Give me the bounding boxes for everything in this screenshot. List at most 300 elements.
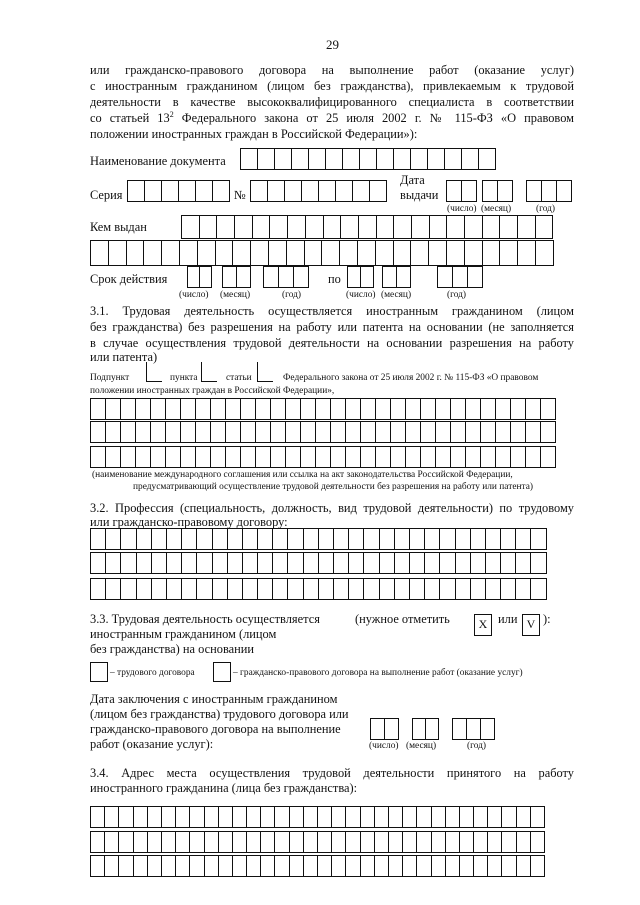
input-cell[interactable] <box>333 578 349 600</box>
input-cell[interactable] <box>195 180 213 202</box>
input-cell[interactable] <box>180 398 196 420</box>
input-cell[interactable] <box>439 528 455 550</box>
input-cell[interactable] <box>393 148 411 170</box>
article-field[interactable] <box>257 362 273 382</box>
input-cell[interactable] <box>260 855 275 877</box>
input-cell[interactable] <box>215 240 234 266</box>
input-cell[interactable] <box>227 528 243 550</box>
input-cell[interactable] <box>482 215 501 239</box>
input-cell[interactable] <box>240 398 256 420</box>
input-cell[interactable] <box>331 831 346 853</box>
input-cell[interactable] <box>333 528 349 550</box>
input-cell[interactable] <box>358 215 377 239</box>
input-cell[interactable] <box>424 578 440 600</box>
input-cell[interactable] <box>530 855 545 877</box>
input-cell[interactable] <box>335 180 353 202</box>
input-cell[interactable] <box>120 528 136 550</box>
input-cell[interactable] <box>345 446 361 468</box>
paragraph-field[interactable] <box>201 362 217 382</box>
input-cell[interactable] <box>396 266 411 288</box>
input-cell[interactable] <box>212 180 230 202</box>
issued-by-cells-2[interactable] <box>90 240 554 266</box>
contract-month-cells[interactable] <box>412 718 439 740</box>
input-cell[interactable] <box>485 552 501 574</box>
input-cell[interactable] <box>260 806 275 828</box>
input-cell[interactable] <box>180 421 196 443</box>
input-cell[interactable] <box>487 806 502 828</box>
input-cell[interactable] <box>274 855 289 877</box>
input-cell[interactable] <box>150 398 166 420</box>
input-cell[interactable] <box>151 578 167 600</box>
input-cell[interactable] <box>330 398 346 420</box>
input-cell[interactable] <box>274 806 289 828</box>
input-cell[interactable] <box>179 240 198 266</box>
input-cell[interactable] <box>120 398 136 420</box>
input-cell[interactable] <box>255 398 271 420</box>
input-cell[interactable] <box>345 421 361 443</box>
input-cell[interactable] <box>289 855 304 877</box>
contract-day-cells[interactable] <box>370 718 399 740</box>
input-cell[interactable] <box>516 855 531 877</box>
input-cell[interactable] <box>363 578 379 600</box>
input-cell[interactable] <box>197 240 216 266</box>
input-cell[interactable] <box>410 240 429 266</box>
input-cell[interactable] <box>300 446 316 468</box>
input-cell[interactable] <box>526 180 542 202</box>
validity-from-month-cells[interactable] <box>222 266 251 288</box>
input-cell[interactable] <box>166 578 182 600</box>
input-cell[interactable] <box>293 266 309 288</box>
input-cell[interactable] <box>303 552 319 574</box>
input-cell[interactable] <box>304 240 323 266</box>
input-cell[interactable] <box>446 180 462 202</box>
input-cell[interactable] <box>120 578 136 600</box>
input-cell[interactable] <box>246 855 261 877</box>
input-cell[interactable] <box>360 398 376 420</box>
input-cell[interactable] <box>428 240 447 266</box>
input-cell[interactable] <box>133 855 148 877</box>
issue-month-cells[interactable] <box>482 180 513 202</box>
input-cell[interactable] <box>133 806 148 828</box>
input-cell[interactable] <box>384 718 399 740</box>
input-cell[interactable] <box>376 215 395 239</box>
input-cell[interactable] <box>525 398 541 420</box>
input-cell[interactable] <box>260 831 275 853</box>
input-cell[interactable] <box>394 528 410 550</box>
input-cell[interactable] <box>480 718 495 740</box>
input-cell[interactable] <box>272 578 288 600</box>
input-cell[interactable] <box>135 421 151 443</box>
input-cell[interactable] <box>178 180 196 202</box>
input-cell[interactable] <box>369 180 387 202</box>
input-cell[interactable] <box>270 421 286 443</box>
input-cell[interactable] <box>402 806 417 828</box>
input-cell[interactable] <box>315 421 331 443</box>
input-cell[interactable] <box>90 831 105 853</box>
input-cell[interactable] <box>236 266 251 288</box>
input-cell[interactable] <box>420 398 436 420</box>
input-cell[interactable] <box>161 855 176 877</box>
input-cell[interactable] <box>252 215 271 239</box>
input-cell[interactable] <box>424 552 440 574</box>
input-cell[interactable] <box>161 180 179 202</box>
input-cell[interactable] <box>459 831 474 853</box>
input-cell[interactable] <box>370 718 385 740</box>
input-cell[interactable] <box>333 552 349 574</box>
input-cell[interactable] <box>303 855 318 877</box>
input-cell[interactable] <box>257 552 273 574</box>
input-cell[interactable] <box>257 148 275 170</box>
input-cell[interactable] <box>495 398 511 420</box>
input-cell[interactable] <box>274 831 289 853</box>
input-cell[interactable] <box>105 421 121 443</box>
input-cell[interactable] <box>379 578 395 600</box>
input-cell[interactable] <box>345 398 361 420</box>
input-cell[interactable] <box>270 446 286 468</box>
input-cell[interactable] <box>227 552 243 574</box>
input-cell[interactable] <box>105 528 121 550</box>
input-cell[interactable] <box>127 180 145 202</box>
input-cell[interactable] <box>347 266 361 288</box>
input-cell[interactable] <box>147 806 162 828</box>
input-cell[interactable] <box>348 552 364 574</box>
input-cell[interactable] <box>165 398 181 420</box>
input-cell[interactable] <box>515 528 531 550</box>
subparagraph-field[interactable] <box>146 362 162 382</box>
input-cell[interactable] <box>420 446 436 468</box>
input-cell[interactable] <box>175 831 190 853</box>
input-cell[interactable] <box>459 855 474 877</box>
input-cell[interactable] <box>204 831 219 853</box>
input-cell[interactable] <box>435 398 451 420</box>
input-cell[interactable] <box>257 528 273 550</box>
input-cell[interactable] <box>181 215 200 239</box>
input-cell[interactable] <box>345 855 360 877</box>
input-cell[interactable] <box>431 855 446 877</box>
input-cell[interactable] <box>412 718 426 740</box>
input-cell[interactable] <box>212 552 228 574</box>
input-cell[interactable] <box>431 831 446 853</box>
input-cell[interactable] <box>348 578 364 600</box>
input-cell[interactable] <box>318 552 334 574</box>
input-cell[interactable] <box>165 421 181 443</box>
input-cell[interactable] <box>535 215 554 239</box>
input-cell[interactable] <box>466 718 481 740</box>
input-cell[interactable] <box>535 240 554 266</box>
input-cell[interactable] <box>120 446 136 468</box>
input-cell[interactable] <box>135 446 151 468</box>
input-cell[interactable] <box>409 552 425 574</box>
input-cell[interactable] <box>104 855 119 877</box>
input-cell[interactable] <box>181 528 197 550</box>
input-cell[interactable] <box>516 831 531 853</box>
input-cell[interactable] <box>517 215 536 239</box>
input-cell[interactable] <box>104 806 119 828</box>
issue-day-cells[interactable] <box>446 180 477 202</box>
input-cell[interactable] <box>105 398 121 420</box>
input-cell[interactable] <box>269 215 288 239</box>
input-cell[interactable] <box>470 578 486 600</box>
input-cell[interactable] <box>199 266 212 288</box>
issued-by-cells-1[interactable] <box>181 215 553 239</box>
input-cell[interactable] <box>104 831 119 853</box>
input-cell[interactable] <box>487 831 502 853</box>
input-cell[interactable] <box>287 215 306 239</box>
input-cell[interactable] <box>250 180 268 202</box>
input-cell[interactable] <box>445 806 460 828</box>
input-cell[interactable] <box>90 421 106 443</box>
input-cell[interactable] <box>225 421 241 443</box>
input-cell[interactable] <box>501 855 516 877</box>
agreement-cells-2[interactable] <box>90 421 556 443</box>
labor-contract-checkbox[interactable] <box>90 662 108 682</box>
input-cell[interactable] <box>530 552 546 574</box>
address-cells-2[interactable] <box>90 831 545 853</box>
input-cell[interactable] <box>360 266 374 288</box>
input-cell[interactable] <box>450 398 466 420</box>
input-cell[interactable] <box>427 148 445 170</box>
input-cell[interactable] <box>444 148 462 170</box>
input-cell[interactable] <box>151 552 167 574</box>
input-cell[interactable] <box>270 398 286 420</box>
input-cell[interactable] <box>340 215 359 239</box>
input-cell[interactable] <box>136 578 152 600</box>
validity-from-day-cells[interactable] <box>187 266 212 288</box>
input-cell[interactable] <box>416 831 431 853</box>
input-cell[interactable] <box>405 398 421 420</box>
input-cell[interactable] <box>289 806 304 828</box>
input-cell[interactable] <box>272 528 288 550</box>
input-cell[interactable] <box>165 446 181 468</box>
input-cell[interactable] <box>540 398 556 420</box>
input-cell[interactable] <box>126 240 145 266</box>
input-cell[interactable] <box>359 148 377 170</box>
input-cell[interactable] <box>105 552 121 574</box>
input-cell[interactable] <box>136 552 152 574</box>
input-cell[interactable] <box>218 831 233 853</box>
input-cell[interactable] <box>452 718 467 740</box>
series-cells[interactable] <box>127 180 230 202</box>
address-cells-3[interactable] <box>90 855 545 877</box>
input-cell[interactable] <box>118 855 133 877</box>
input-cell[interactable] <box>181 552 197 574</box>
input-cell[interactable] <box>285 398 301 420</box>
input-cell[interactable] <box>461 148 479 170</box>
input-cell[interactable] <box>133 831 148 853</box>
input-cell[interactable] <box>379 528 395 550</box>
input-cell[interactable] <box>225 398 241 420</box>
input-cell[interactable] <box>242 552 258 574</box>
input-cell[interactable] <box>500 552 516 574</box>
input-cell[interactable] <box>497 180 513 202</box>
input-cell[interactable] <box>409 528 425 550</box>
input-cell[interactable] <box>240 446 256 468</box>
input-cell[interactable] <box>360 446 376 468</box>
input-cell[interactable] <box>287 552 303 574</box>
input-cell[interactable] <box>303 806 318 828</box>
contract-year-cells[interactable] <box>452 718 495 740</box>
input-cell[interactable] <box>485 578 501 600</box>
input-cell[interactable] <box>232 806 247 828</box>
input-cell[interactable] <box>284 180 302 202</box>
input-cell[interactable] <box>90 806 105 828</box>
input-cell[interactable] <box>360 831 375 853</box>
input-cell[interactable] <box>317 806 332 828</box>
address-cells-1[interactable] <box>90 806 545 828</box>
input-cell[interactable] <box>556 180 572 202</box>
input-cell[interactable] <box>473 855 488 877</box>
input-cell[interactable] <box>455 578 471 600</box>
input-cell[interactable] <box>331 855 346 877</box>
input-cell[interactable] <box>242 528 258 550</box>
input-cell[interactable] <box>424 528 440 550</box>
input-cell[interactable] <box>530 806 545 828</box>
input-cell[interactable] <box>516 806 531 828</box>
input-cell[interactable] <box>388 831 403 853</box>
input-cell[interactable] <box>437 266 453 288</box>
input-cell[interactable] <box>232 855 247 877</box>
input-cell[interactable] <box>300 398 316 420</box>
input-cell[interactable] <box>480 421 496 443</box>
input-cell[interactable] <box>287 528 303 550</box>
input-cell[interactable] <box>250 240 269 266</box>
input-cell[interactable] <box>473 806 488 828</box>
input-cell[interactable] <box>394 552 410 574</box>
input-cell[interactable] <box>257 578 273 600</box>
input-cell[interactable] <box>147 831 162 853</box>
input-cell[interactable] <box>515 552 531 574</box>
input-cell[interactable] <box>465 398 481 420</box>
input-cell[interactable] <box>180 446 196 468</box>
input-cell[interactable] <box>136 528 152 550</box>
input-cell[interactable] <box>285 421 301 443</box>
input-cell[interactable] <box>204 855 219 877</box>
input-cell[interactable] <box>108 240 127 266</box>
input-cell[interactable] <box>455 528 471 550</box>
input-cell[interactable] <box>360 855 375 877</box>
input-cell[interactable] <box>382 266 397 288</box>
input-cell[interactable] <box>303 831 318 853</box>
input-cell[interactable] <box>485 528 501 550</box>
input-cell[interactable] <box>445 831 460 853</box>
input-cell[interactable] <box>374 806 389 828</box>
input-cell[interactable] <box>455 552 471 574</box>
input-cell[interactable] <box>216 215 235 239</box>
input-cell[interactable] <box>195 398 211 420</box>
input-cell[interactable] <box>482 240 501 266</box>
input-cell[interactable] <box>90 240 109 266</box>
input-cell[interactable] <box>409 578 425 600</box>
input-cell[interactable] <box>345 831 360 853</box>
input-cell[interactable] <box>464 215 483 239</box>
input-cell[interactable] <box>495 446 511 468</box>
input-cell[interactable] <box>90 578 106 600</box>
input-cell[interactable] <box>234 215 253 239</box>
input-cell[interactable] <box>470 528 486 550</box>
input-cell[interactable] <box>212 528 228 550</box>
input-cell[interactable] <box>227 578 243 600</box>
input-cell[interactable] <box>105 446 121 468</box>
input-cell[interactable] <box>144 180 162 202</box>
input-cell[interactable] <box>240 421 256 443</box>
input-cell[interactable] <box>161 831 176 853</box>
input-cell[interactable] <box>303 528 319 550</box>
input-cell[interactable] <box>286 240 305 266</box>
input-cell[interactable] <box>118 831 133 853</box>
input-cell[interactable] <box>325 148 343 170</box>
input-cell[interactable] <box>450 421 466 443</box>
input-cell[interactable] <box>210 421 226 443</box>
input-cell[interactable] <box>376 148 394 170</box>
input-cell[interactable] <box>435 446 451 468</box>
input-cell[interactable] <box>255 446 271 468</box>
input-cell[interactable] <box>487 855 502 877</box>
input-cell[interactable] <box>360 806 375 828</box>
input-cell[interactable] <box>390 446 406 468</box>
input-cell[interactable] <box>480 446 496 468</box>
input-cell[interactable] <box>515 578 531 600</box>
input-cell[interactable] <box>181 578 197 600</box>
input-cell[interactable] <box>317 855 332 877</box>
input-cell[interactable] <box>360 421 376 443</box>
input-cell[interactable] <box>210 446 226 468</box>
input-cell[interactable] <box>510 446 526 468</box>
input-cell[interactable] <box>393 215 412 239</box>
input-cell[interactable] <box>196 528 212 550</box>
input-cell[interactable] <box>375 398 391 420</box>
input-cell[interactable] <box>232 240 251 266</box>
input-cell[interactable] <box>161 806 176 828</box>
input-cell[interactable] <box>530 831 545 853</box>
input-cell[interactable] <box>317 831 332 853</box>
input-cell[interactable] <box>416 806 431 828</box>
input-cell[interactable] <box>405 446 421 468</box>
input-cell[interactable] <box>195 421 211 443</box>
input-cell[interactable] <box>147 855 162 877</box>
input-cell[interactable] <box>410 148 428 170</box>
input-cell[interactable] <box>390 398 406 420</box>
input-cell[interactable] <box>331 806 346 828</box>
input-cell[interactable] <box>464 240 483 266</box>
input-cell[interactable] <box>321 240 340 266</box>
profession-cells-3[interactable] <box>90 578 547 600</box>
input-cell[interactable] <box>242 578 258 600</box>
input-cell[interactable] <box>120 552 136 574</box>
validity-to-year-cells[interactable] <box>437 266 483 288</box>
input-cell[interactable] <box>330 446 346 468</box>
civil-contract-checkbox[interactable] <box>213 662 231 682</box>
input-cell[interactable] <box>510 421 526 443</box>
input-cell[interactable] <box>274 148 292 170</box>
input-cell[interactable] <box>222 266 237 288</box>
input-cell[interactable] <box>374 831 389 853</box>
validity-to-month-cells[interactable] <box>382 266 411 288</box>
input-cell[interactable] <box>405 421 421 443</box>
number-cells[interactable] <box>250 180 387 202</box>
input-cell[interactable] <box>420 421 436 443</box>
input-cell[interactable] <box>196 552 212 574</box>
input-cell[interactable] <box>135 398 151 420</box>
input-cell[interactable] <box>473 831 488 853</box>
input-cell[interactable] <box>161 240 180 266</box>
input-cell[interactable] <box>429 215 448 239</box>
input-cell[interactable] <box>482 180 498 202</box>
input-cell[interactable] <box>291 148 309 170</box>
input-cell[interactable] <box>525 446 541 468</box>
input-cell[interactable] <box>268 240 287 266</box>
input-cell[interactable] <box>90 528 106 550</box>
agreement-cells-1[interactable] <box>90 398 556 420</box>
